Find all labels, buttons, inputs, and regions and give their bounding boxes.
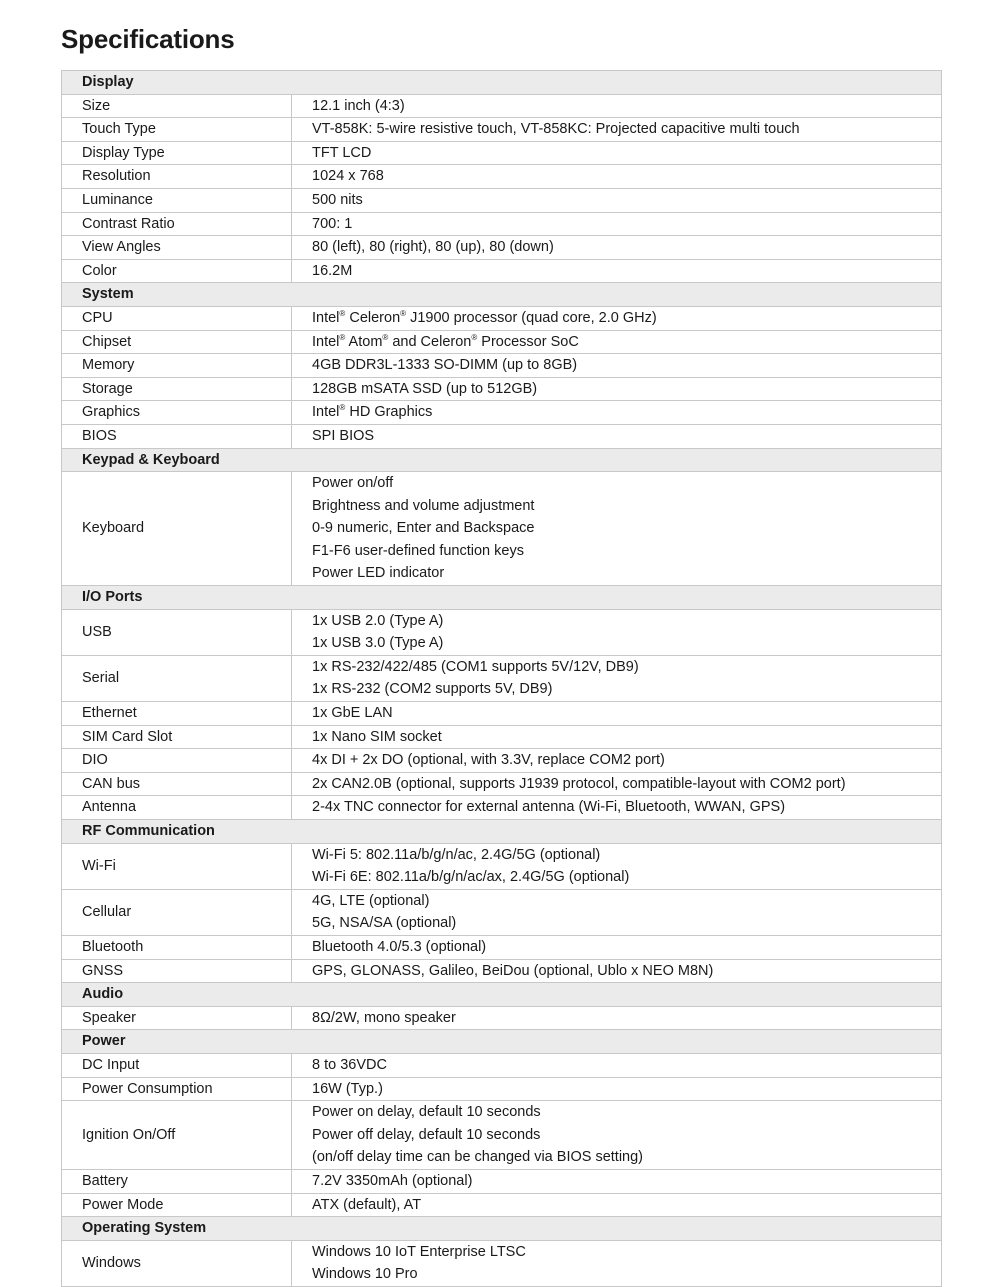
spec-value-line: Brightness and volume adjustment (312, 497, 535, 514)
spec-row (62, 94, 942, 118)
spec-row (62, 1240, 942, 1286)
spec-value-line: F1-F6 user-defined function keys (312, 542, 524, 559)
registered-mark: ® (339, 403, 346, 413)
spec-value-line: 500 nits (312, 191, 363, 208)
spec-row (62, 725, 942, 749)
spec-value (292, 959, 942, 983)
spec-label: View Angles (62, 236, 292, 260)
section-title: Operating System (62, 1217, 942, 1241)
spec-value-line: 4GB DDR3L-1333 SO-DIMM (up to 8GB) (312, 357, 578, 374)
spec-value-line: 5G, NSA/SA (optional) (312, 915, 457, 932)
spec-label: Color (62, 259, 292, 283)
spec-row (62, 165, 942, 189)
spec-value (292, 1169, 942, 1193)
spec-row (62, 1053, 942, 1077)
spec-value (292, 935, 942, 959)
spec-value (292, 1053, 942, 1077)
registered-mark: ® (471, 332, 478, 342)
spec-row (62, 935, 942, 959)
spec-value-line: Power on delay, default 10 seconds (312, 1104, 541, 1121)
spec-label: Keyboard (62, 472, 292, 586)
spec-value-line: 2-4x TNC connector for external antenna (Wi-Fi, Bluetooth, WWAN, GPS) (312, 799, 786, 816)
registered-mark: ® (382, 332, 389, 342)
spec-row (62, 1101, 942, 1170)
spec-value-line: 2x CAN2.0B (optional, supports J1939 protocol, compatible-layout with COM2 port) (312, 775, 846, 792)
spec-label: Speaker (62, 1006, 292, 1030)
section-header-keypad (62, 448, 942, 472)
spec-value-line: 1x RS-232 (COM2 supports 5V, DB9) (312, 681, 553, 698)
spec-label: Serial (62, 655, 292, 701)
spec-row (62, 377, 942, 401)
spec-value (292, 609, 942, 655)
spec-value-text: Intel (312, 333, 340, 350)
spec-row (62, 118, 942, 142)
spec-row (62, 472, 942, 586)
spec-row (62, 401, 942, 425)
spec-label: Luminance (62, 188, 292, 212)
spec-row (62, 1169, 942, 1193)
spec-value-line: 1x GbE LAN (312, 705, 393, 722)
spec-value (292, 259, 942, 283)
spec-value-text: Intel (312, 404, 340, 421)
registered-mark: ® (400, 308, 407, 318)
section-title: Keypad & Keyboard (62, 448, 942, 472)
spec-row (62, 749, 942, 773)
spec-value-line: Windows 10 Pro (312, 1266, 418, 1283)
spec-row (62, 1077, 942, 1101)
spec-label: Battery (62, 1169, 292, 1193)
spec-label: USB (62, 609, 292, 655)
spec-label: Resolution (62, 165, 292, 189)
spec-row (62, 889, 942, 935)
spec-value (292, 1240, 942, 1286)
spec-value-line: 1024 x 768 (312, 168, 384, 185)
spec-value-line: 8Ω/2W, mono speaker (312, 1009, 456, 1026)
spec-label: Power Consumption (62, 1077, 292, 1101)
spec-value-line: 1x Nano SIM socket (312, 728, 442, 745)
spec-label: Display Type (62, 141, 292, 165)
spec-row (62, 1193, 942, 1217)
spec-value-line: 7.2V 3350mAh (optional) (312, 1172, 473, 1189)
spec-label: Memory (62, 354, 292, 378)
spec-value (292, 1101, 942, 1170)
spec-label: Chipset (62, 330, 292, 354)
spec-value-line: 1x USB 2.0 (Type A) (312, 612, 444, 629)
spec-row (62, 1006, 942, 1030)
spec-value-line: VT-858K: 5-wire resistive touch, VT-858KC: Projected capacitive multi touch (312, 121, 800, 138)
spec-label: DIO (62, 749, 292, 773)
spec-row (62, 259, 942, 283)
spec-value-line: 4G, LTE (optional) (312, 892, 430, 909)
spec-value (292, 165, 942, 189)
spec-value-text: J1900 processor (quad core, 2.0 GHz) (406, 309, 657, 326)
spec-label: BIOS (62, 424, 292, 448)
spec-label: Size (62, 94, 292, 118)
spec-value-text: Celeron (345, 309, 401, 326)
spec-value-line: SPI BIOS (312, 427, 375, 444)
spec-label: Power Mode (62, 1193, 292, 1217)
spec-row (62, 212, 942, 236)
spec-value (292, 330, 942, 354)
spec-value (292, 212, 942, 236)
spec-value-line: Wi-Fi 6E: 802.11a/b/g/n/ac/ax, 2.4G/5G (optional) (312, 869, 630, 886)
spec-row (62, 236, 942, 260)
spec-value-text: Processor SoC (477, 333, 579, 350)
spec-value-line: 8 to 36VDC (312, 1056, 387, 1073)
spec-value-line: (on/off delay time can be changed via BIOS setting) (312, 1149, 644, 1166)
spec-value (292, 118, 942, 142)
spec-label: Storage (62, 377, 292, 401)
spec-label: Contrast Ratio (62, 212, 292, 236)
spec-value (292, 188, 942, 212)
spec-value (292, 424, 942, 448)
spec-row (62, 354, 942, 378)
section-title: Audio (62, 983, 942, 1007)
section-header-audio (62, 983, 942, 1007)
spec-value-text: HD Graphics (345, 404, 433, 421)
registered-mark: ® (339, 332, 346, 342)
spec-row (62, 655, 942, 701)
spec-value (292, 702, 942, 726)
spec-label: Graphics (62, 401, 292, 425)
spec-row (62, 796, 942, 820)
spec-value (292, 772, 942, 796)
spec-label: CPU (62, 306, 292, 330)
spec-value (292, 236, 942, 260)
spec-value (292, 725, 942, 749)
spec-value (292, 141, 942, 165)
spec-value-text: and Celeron (388, 333, 472, 350)
spec-value-line (312, 401, 941, 424)
spec-value (292, 655, 942, 701)
spec-label: Bluetooth (62, 935, 292, 959)
section-title: System (62, 283, 942, 307)
spec-value-line (312, 331, 941, 354)
spec-value (292, 1006, 942, 1030)
spec-label: CAN bus (62, 772, 292, 796)
spec-row (62, 424, 942, 448)
spec-value-line: Wi-Fi 5: 802.11a/b/g/n/ac, 2.4G/5G (optional) (312, 846, 601, 863)
spec-value (292, 749, 942, 773)
spec-value-text: Intel (312, 309, 340, 326)
spec-label: Ignition On/Off (62, 1101, 292, 1170)
spec-label: Wi-Fi (62, 843, 292, 889)
spec-value-line: 16W (Typ.) (312, 1080, 383, 1097)
spec-value-line: 4x DI + 2x DO (optional, with 3.3V, replace COM2 port) (312, 752, 665, 769)
section-title: RF Communication (62, 820, 942, 844)
spec-row (62, 141, 942, 165)
section-title: Power (62, 1030, 942, 1054)
specifications-table (61, 70, 942, 1287)
spec-label: Ethernet (62, 702, 292, 726)
spec-row (62, 959, 942, 983)
spec-label: Cellular (62, 889, 292, 935)
section-header-system (62, 283, 942, 307)
section-header-os (62, 1217, 942, 1241)
spec-value-line: ATX (default), AT (312, 1196, 422, 1213)
section-title: I/O Ports (62, 586, 942, 610)
spec-value-line: 12.1 inch (4:3) (312, 97, 405, 114)
spec-value (292, 354, 942, 378)
spec-label: Antenna (62, 796, 292, 820)
spec-value (292, 1193, 942, 1217)
section-header-rf (62, 820, 942, 844)
spec-value-line (312, 307, 941, 330)
spec-value-line: Power off delay, default 10 seconds (312, 1126, 541, 1143)
spec-value (292, 472, 942, 586)
spec-label: DC Input (62, 1053, 292, 1077)
spec-value (292, 377, 942, 401)
spec-value-line: 16.2M (312, 262, 353, 279)
spec-value (292, 401, 942, 425)
spec-value (292, 889, 942, 935)
spec-label: SIM Card Slot (62, 725, 292, 749)
spec-label: Windows (62, 1240, 292, 1286)
spec-label: GNSS (62, 959, 292, 983)
spec-value (292, 796, 942, 820)
spec-row (62, 772, 942, 796)
spec-row (62, 702, 942, 726)
spec-value (292, 1077, 942, 1101)
section-header-io (62, 586, 942, 610)
spec-value-line: Windows 10 IoT Enterprise LTSC (312, 1243, 526, 1260)
spec-value-line: Power on/off (312, 475, 394, 492)
spec-row (62, 188, 942, 212)
spec-row (62, 330, 942, 354)
section-title: Display (62, 71, 942, 95)
page-title: Specifications (61, 24, 235, 54)
spec-value-text: Atom (345, 333, 383, 350)
spec-value-line: 128GB mSATA SSD (up to 512GB) (312, 380, 538, 397)
spec-value-line: 1x RS-232/422/485 (COM1 supports 5V/12V, DB9) (312, 658, 639, 675)
spec-label: Touch Type (62, 118, 292, 142)
section-header-power (62, 1030, 942, 1054)
spec-row (62, 609, 942, 655)
spec-value-line: 700: 1 (312, 215, 353, 232)
spec-value (292, 94, 942, 118)
spec-value-line: GPS, GLONASS, Galileo, BeiDou (optional, Ublo x NEO M8N) (312, 962, 714, 979)
spec-value-line: 1x USB 3.0 (Type A) (312, 635, 444, 652)
spec-row (62, 843, 942, 889)
spec-value-line: TFT LCD (312, 144, 372, 161)
spec-value-line: 80 (left), 80 (right), 80 (up), 80 (down) (312, 239, 554, 256)
spec-value (292, 306, 942, 330)
registered-mark: ® (339, 308, 346, 318)
spec-value-line: 0-9 numeric, Enter and Backspace (312, 520, 535, 537)
spec-value-line: Bluetooth 4.0/5.3 (optional) (312, 938, 487, 955)
spec-row (62, 306, 942, 330)
spec-value (292, 843, 942, 889)
spec-value-line: Power LED indicator (312, 565, 445, 582)
section-header-display (62, 71, 942, 95)
